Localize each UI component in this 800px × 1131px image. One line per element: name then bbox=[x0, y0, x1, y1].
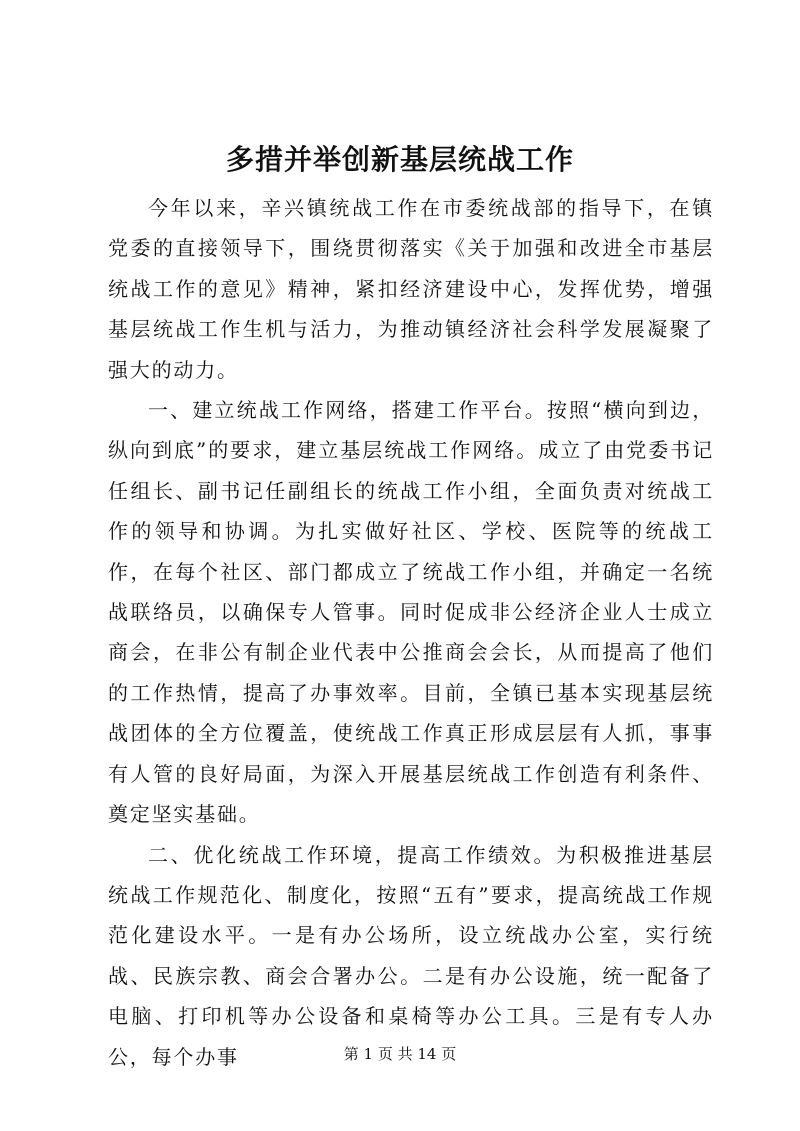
paragraph-section-two: 二、优化统战工作环境，提高工作绩效。为积极推进基层统战工作规范化、制度化，按照“五有”要求，提高统战工作规范化建设水平。一是有办公场所，设立统战办公室，实行统战、民族宗教、商会合署办公。二是有办公设施，统一配备了电脑、打印机等办公设备和桌椅等办公工具。三是有专人办公，每个办事 bbox=[108, 842, 714, 1069]
document-body bbox=[108, 188, 714, 1077]
page-footer: 第 1 页 共 14 页 bbox=[343, 1045, 457, 1063]
document-title: 多措并举创新基层统战工作 bbox=[225, 143, 574, 176]
paragraph-intro: 今年以来，辛兴镇统战工作在市委统战部的指导下，在镇党委的直接领导下，围绕贯彻落实《关于加强和改进全市基层统战工作的意见》精神，紧扣经济建设中心，发挥优势，增强基层统战工作生机与活力，为推动镇经济社会科学发展凝聚了强大的动力。 bbox=[108, 196, 714, 382]
paragraph-section-one: 一、建立统战工作网络，搭建工作平台。按照“横向到边，纵向到底”的要求，建立基层统战工作网络。成立了由党委书记任组长、副书记任副组长的统战工作小组，全面负责对统战工作的领导和协调。为扎实做好社区、学校、医院等的统战工作，在每个社区、部门都成立了统战工作小组，并确定一名统战联络员，以确保专人管事。同时促成非公经济企业人士成立商会，在非公有制企业代表中公推商会会长，从而提高了他们的工作热情，提高了办事效率。目前，全镇已基本实现基层统战团体的全方位覆盖，使统战工作真正形成层层有人抓，事事有人管的良好局面，为深入开展基层统战工作创造有利条件、奠定坚实基础。 bbox=[108, 398, 714, 827]
